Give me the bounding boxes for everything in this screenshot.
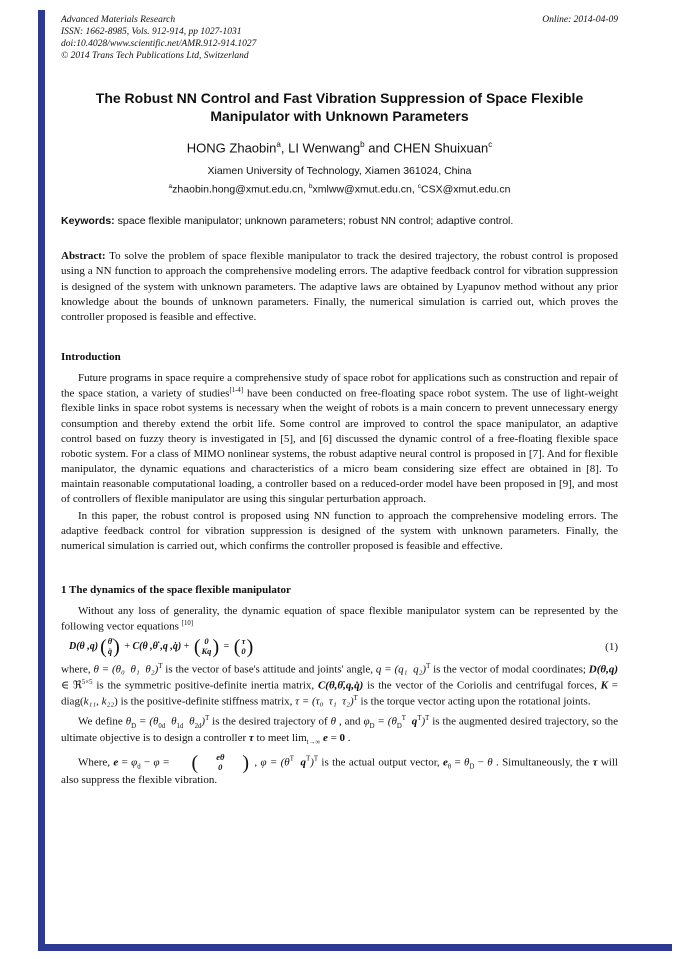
- authors-line: HONG Zhaobin$^a$, LI Wenwang$^b$ and CHEN Shuixuan$^c$: [186, 139, 493, 155]
- section-heading-dynamics: 1 The dynamics of the space flexible manipulator: [61, 584, 291, 597]
- affiliation-line: Xiamen University of Technology, Xiamen 361024, China: [207, 164, 472, 177]
- abstract-text: To solve the problem of space flexible manipulator to track the desired trajectory, the robust control is proposed using a NN function to approach the comprehensive modeling errors. The adaptive feedback control for vibration suppression is designed of the system with unknown parameters. The adaptive laws are obtained by Lyapunov method without any prior knowledge about the bounds of unknown parameters. Finally, the numerical simulation is carried out, which proves the controller proposed is feasible and effective.: [61, 250, 618, 323]
- page-border-left: [38, 10, 45, 951]
- journal-header-left: [61, 14, 256, 63]
- define-trajectory-paragraph: We define $\theta_D = (\theta_{0d}$ $\theta_{1d}$ $\theta_{2d})^T$ is the desired trajectory of θ , and $\varphi_D = (\theta_D^T$ $q^T)^T$ is the augmented desired trajectory, so the ultimate objective is to design a controller τ to meet $\lim_{t\to\infty} e = 0$ .: [61, 714, 621, 746]
- issn-line: ISSN: 1662-8985, Vols. 912-914, pp 1027-1031: [61, 27, 242, 38]
- introduction-paragraph-1: Future programs in space require a comprehensive study of space robot for applications such as construction and repair of the space station, a variety of studies[1-4] have been conducted on free-floating space robot system. The use of light-weight flexible links in space robot systems is necessary when the weight of robots is a main concern to prevent unnecessary energy consumption and thereby extend the orbit life. Some control are improved to control the space manipulator, an adaptive control based on fuzzy theory is investigated in [5], and [6] discussed the dynamic control of a free-floating flexible space robotic system. For a class of MIMO nonlinear systems, the robust adaptive neural control is proposed in [7]. And for flexible manipulator, the dynamic equations and characteristics of a micro beam considering size effect are obtained in [8]. To maintain reasonable computational loading, a controller based on a reduced-order model have been proposed in [9], and most of controllers of flexible manipulator are using this singular perturbation approach.: [61, 371, 621, 505]
- dynamics-intro-paragraph: Without any loss of generality, the dynamic equation of space flexible manipulator system can be represented by the following vector equations [10]: [61, 605, 621, 633]
- abstract-block: [61, 249, 618, 324]
- online-date: Online: 2014-04-09: [542, 15, 618, 25]
- page-content: [61, 14, 621, 788]
- journal-name: Advanced Materials Research: [61, 15, 176, 25]
- copyright-line: © 2014 Trans Tech Publications Ltd, Switzerland: [61, 51, 249, 62]
- keywords-line: [61, 215, 618, 227]
- where-paragraph: where, θ = (θ₀ θ₁ θ₂)$^T$ is the vector of base's attitude and joints' angle, q = (q₁ q₂)$^T$ is the vector of modal coordinates; D(θ,q) ∈ ℜ$^{5\times 5}$ is the symmetric positive-definite inertia matrix, C(θ,θ̇,q,q̇) is the vector of the Coriolis and centrifugal forces, K = diag(k₁₁, k₂₂) is the positive-definite stiffness matrix, τ = (τ₀ τ₁ τ₂)$^T$ is the torque vector acting upon the rotational joints.: [61, 663, 621, 708]
- output-vector-paragraph: Where, $e = \varphi_d - \varphi$ = ( eθ 0 ) , $\varphi = (\theta^T$ $q^T)^T$ is the actual output vector, $e_\theta = \theta_D - \theta$ . Simultaneously, the τ will also suppress the flexible vibration.: [61, 752, 621, 786]
- abstract-label: Abstract:: [61, 250, 106, 263]
- equation-1-body: D(θ ,q) ( θ̈ q̈ ) + C(θ ,θ̇ ,q ,q̇) + ( 0 Kq ) = ( τ 0 ): [69, 635, 254, 658]
- equation-1-number: (1): [605, 640, 618, 653]
- page-border-bottom: [38, 944, 672, 951]
- author-emails-line: $^a$zhaobin.hong@xmut.edu.cn, $^b$xmlww@xmut.edu.cn, $^c$CSX@xmut.edu.cn: [168, 182, 511, 196]
- keywords-text: space flexible manipulator; unknown parameters; robust NN control; adaptive control.: [114, 215, 514, 228]
- journal-header: [61, 14, 618, 63]
- introduction-paragraph-2: In this paper, the robust control is proposed using NN function to approach the comprehensive modeling errors. The adaptive feedback control for vibration suppression is designed of the system with unknown parameters. Finally, the numerical simulation is carried out, which confirms the controller proposed is feasible and effective.: [61, 509, 621, 553]
- doi-line: doi:10.4028/www.scientific.net/AMR.912-914.1027: [61, 39, 257, 50]
- equation-1: [61, 637, 618, 657]
- keywords-label: Keywords:: [61, 215, 115, 228]
- section-heading-introduction: Introduction: [61, 350, 121, 363]
- paper-title: The Robust NN Control and Fast Vibration Suppression of Space Flexible Manipulator with Unknown Parameters: [95, 89, 584, 125]
